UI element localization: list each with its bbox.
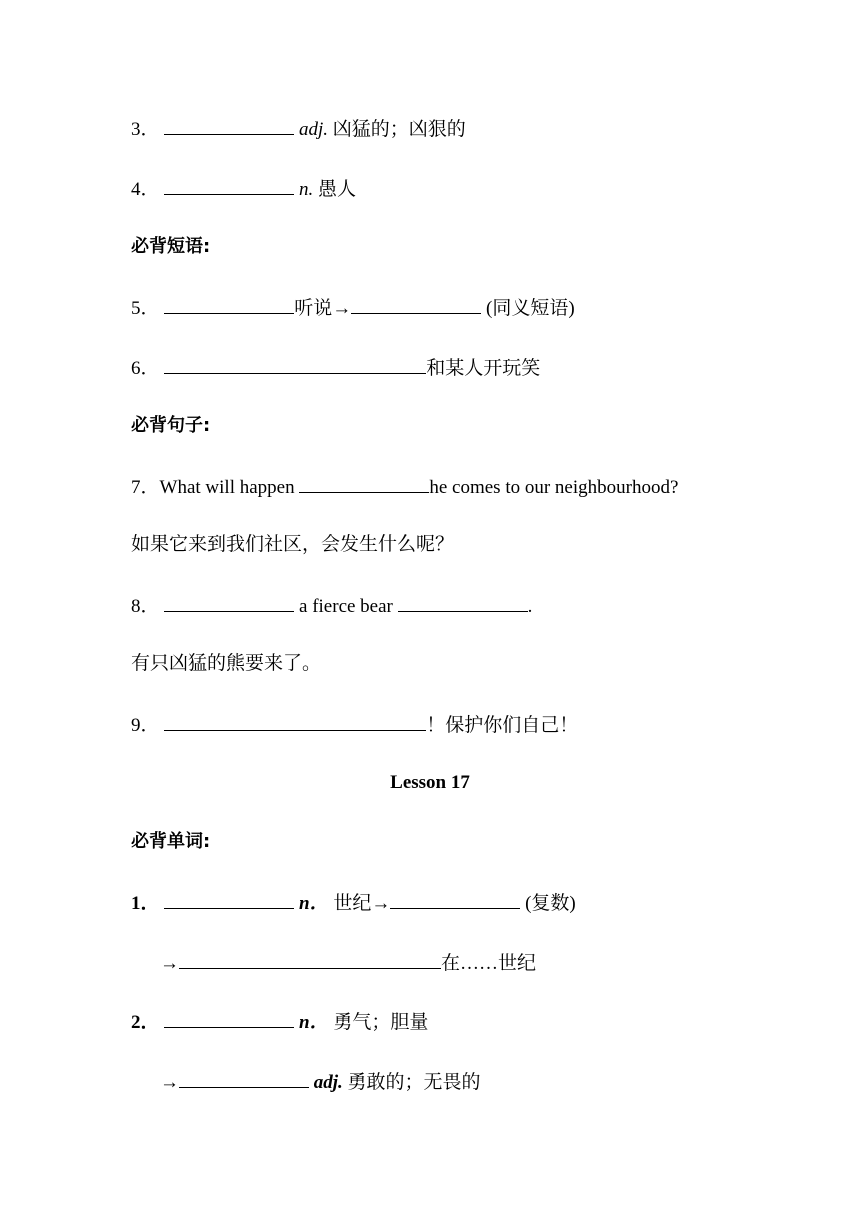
item-5 [131,295,575,320]
item-7-translation: 如果它来到我们社区，会发生什么呢？ [131,534,455,555]
item-number: 3． [131,119,160,140]
sentence-middle: a fierce bear [299,596,393,617]
lesson-title: Lesson 17 [390,772,470,793]
item-number: 6． [131,358,160,379]
answer-blank[interactable] [164,176,294,195]
answer-blank[interactable] [164,1009,294,1028]
item-number: 5． [131,298,160,319]
item-8-translation: 有只凶猛的熊要来了。 [131,653,322,674]
words-heading: 必背单词: [131,831,211,852]
meaning: 和某人开玩笑 [426,358,541,379]
meaning: ！保护你们自己！ [426,715,579,736]
item-number: 9． [131,715,160,736]
item-8 [131,593,532,618]
answer-blank[interactable] [164,890,294,909]
item-6 [131,355,540,380]
lesson-item-2 [131,1009,428,1034]
answer-blank-plural[interactable] [390,890,520,909]
meaning: 凶猛的；凶狠的 [332,119,466,140]
part-of-speech: adj. [313,1072,343,1093]
item-3 [131,116,466,141]
meaning: 勇气；胆量 [333,1012,429,1033]
note: (复数) [525,893,576,914]
answer-blank-synonym[interactable] [351,295,481,314]
part-of-speech: n． [299,1012,329,1033]
meaning: 在……世纪 [441,953,537,974]
item-number: 1． [131,893,160,914]
answer-blank[interactable] [164,355,426,374]
meaning: 勇敢的；无畏的 [347,1072,481,1093]
answer-blank[interactable] [164,295,294,314]
answer-blank[interactable] [179,1069,309,1088]
answer-blank[interactable] [164,712,426,731]
item-number: 8． [131,596,160,617]
lesson-item-1 [131,890,576,915]
answer-blank[interactable] [164,116,294,135]
meaning: 世纪→ [333,893,391,914]
sentence-end: . [527,596,533,617]
answer-blank-2[interactable] [398,593,528,612]
phrases-heading: 必背短语: [131,236,211,257]
item-number: 2． [131,1012,160,1033]
part-of-speech: n． [299,893,329,914]
item-number: 4． [131,179,160,200]
item-7 [131,474,678,499]
item-4 [131,176,356,201]
arrow: → [160,1072,179,1093]
item-9 [131,712,578,737]
sentences-heading: 必背句子: [131,415,211,436]
answer-blank[interactable] [299,474,429,493]
answer-blank[interactable] [164,593,294,612]
part-of-speech: adj. [299,119,329,140]
item-number: 7． [131,477,160,498]
lesson-item-2-sub [160,1069,481,1094]
meaning: 愚人 [318,179,357,200]
note: (同义短语) [486,298,575,319]
sentence-start: What will happen [159,477,295,498]
meaning: 听说→ [294,298,352,319]
answer-blank[interactable] [179,950,441,969]
sentence-end: he comes to our neighbourhood? [429,477,679,498]
lesson-item-1-sub [160,950,536,975]
part-of-speech: n. [299,179,314,200]
arrow: → [160,953,179,974]
